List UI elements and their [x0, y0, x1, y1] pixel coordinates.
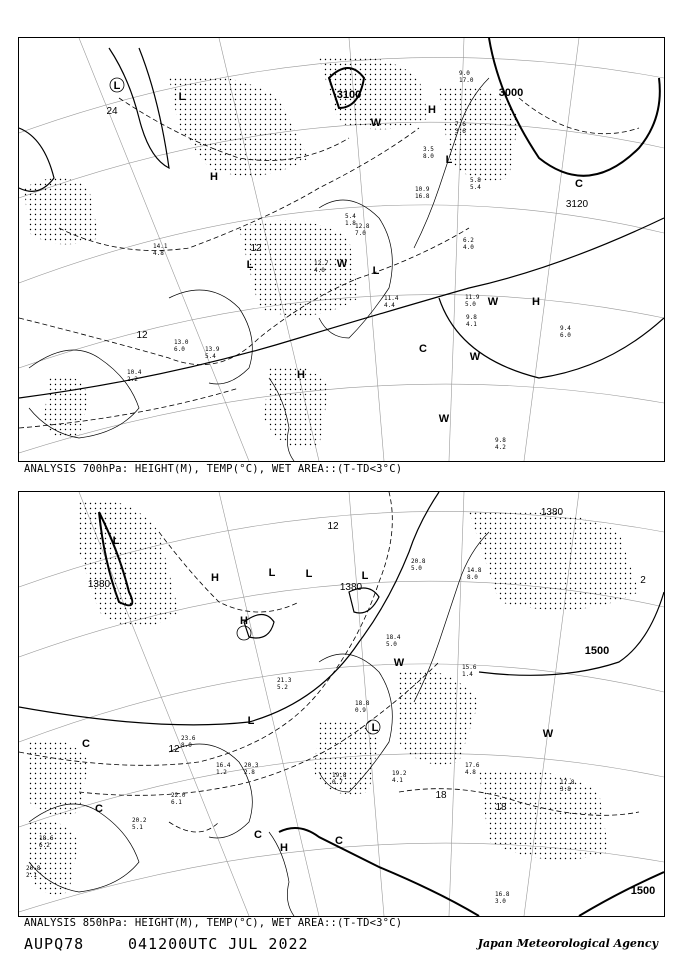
station-plot	[560, 325, 571, 339]
svg-text:5.1: 5.1	[132, 824, 143, 831]
svg-text:19.8: 19.8	[332, 772, 347, 779]
contour-label: 1380	[87, 579, 111, 590]
contour-label: 12	[250, 243, 262, 254]
station-plot	[462, 664, 477, 678]
svg-text:4.2: 4.2	[495, 444, 506, 451]
svg-text:0.7: 0.7	[332, 779, 343, 786]
svg-text:3.8: 3.8	[560, 786, 571, 793]
svg-text:19.2: 19.2	[392, 770, 407, 777]
contour-label: 24	[106, 106, 118, 117]
high-center-symbol: H	[211, 572, 219, 584]
contour-label: 1380	[339, 582, 363, 593]
station-plot	[127, 369, 142, 383]
station-plot	[465, 762, 480, 776]
svg-text:6.2: 6.2	[39, 842, 50, 849]
warm-center-symbol: C	[575, 178, 583, 190]
station-plot	[174, 339, 189, 353]
map-850hpa-svg	[19, 492, 664, 916]
svg-text:2.2: 2.2	[127, 376, 138, 383]
svg-text:12.7: 12.7	[314, 260, 329, 267]
high-center-symbol: H	[297, 369, 305, 381]
station-plot	[386, 634, 401, 648]
svg-text:16.8: 16.8	[495, 891, 510, 898]
map-700hpa-svg	[19, 38, 664, 461]
contour-label: 18	[495, 802, 507, 813]
station-plot	[355, 700, 370, 714]
svg-text:21.3: 21.3	[277, 677, 292, 684]
station-plot	[459, 70, 474, 84]
station-plot	[181, 735, 196, 749]
panel-caption-850hpa: ANALYSIS 850hPa: HEIGHT(M), TEMP(°C), WET AREA::(T-TD<3°C)	[24, 917, 403, 929]
svg-text:7.6: 7.6	[455, 121, 466, 128]
warm-center-symbol: W	[469, 351, 481, 363]
svg-text:18.8: 18.8	[355, 700, 370, 707]
contour-label: 1380	[540, 507, 564, 518]
svg-text:5.0: 5.0	[411, 565, 422, 572]
station-plot	[495, 437, 506, 451]
low-center-symbol: L	[361, 570, 369, 582]
wet-area	[29, 500, 639, 895]
station-plot	[465, 294, 480, 308]
map-panel-700hpa	[18, 37, 665, 462]
cold-center-symbol: C	[82, 738, 90, 750]
svg-text:5.0: 5.0	[386, 641, 397, 648]
station-plot	[153, 243, 168, 257]
high-center-symbol: H	[532, 296, 540, 308]
svg-text:5.0: 5.0	[465, 301, 476, 308]
station-plot	[467, 567, 482, 581]
svg-text:4.8: 4.8	[465, 769, 476, 776]
station-plot	[455, 121, 466, 135]
svg-text:9.8: 9.8	[495, 437, 506, 444]
svg-text:3.5: 3.5	[423, 146, 434, 153]
svg-text:4.1: 4.1	[392, 777, 403, 784]
svg-text:6.1: 6.1	[171, 799, 182, 806]
valid-time: 041200UTC JUL 2022	[128, 935, 309, 953]
svg-text:7.0: 7.0	[355, 230, 366, 237]
low-center-symbol: L	[112, 535, 120, 547]
panel-caption-700hpa: ANALYSIS 700hPa: HEIGHT(M), TEMP(°C), WET AREA::(T-TD<3°C)	[24, 463, 403, 475]
chart-id: AUPQ78	[24, 935, 85, 953]
contour-label: 12	[327, 521, 339, 532]
svg-text:3.0: 3.0	[495, 898, 506, 905]
low-center-symbol: L	[371, 722, 379, 734]
low-center-symbol: L	[445, 154, 453, 166]
svg-text:4.1: 4.1	[466, 321, 477, 328]
agency-credit: Japan Meteorological Agency	[477, 937, 658, 950]
svg-text:9.8: 9.8	[466, 314, 477, 321]
station-plot	[392, 770, 407, 784]
svg-text:22.0: 22.0	[171, 792, 186, 799]
svg-text:13.9: 13.9	[205, 346, 220, 353]
warm-center-symbol: W	[487, 296, 499, 308]
svg-text:5.8: 5.8	[470, 177, 481, 184]
low-center-symbol: L	[246, 259, 254, 271]
warm-center-symbol: W	[438, 413, 450, 425]
svg-text:1.4: 1.4	[462, 671, 473, 678]
svg-text:16.8: 16.8	[415, 193, 430, 200]
svg-text:17.0: 17.0	[459, 77, 474, 84]
svg-text:6.0: 6.0	[174, 346, 185, 353]
svg-text:18.4: 18.4	[386, 634, 401, 641]
svg-text:2.8: 2.8	[244, 769, 255, 776]
svg-text:18.6: 18.6	[39, 835, 54, 842]
contour-label: 2	[640, 575, 646, 586]
low-center-symbol: L	[372, 265, 380, 277]
contour-label: 1500	[584, 645, 610, 657]
cold-center-symbol: C	[95, 803, 103, 815]
svg-text:10.9: 10.9	[415, 186, 430, 193]
station-plot	[355, 223, 370, 237]
svg-text:8.0: 8.0	[181, 742, 192, 749]
contour-label: 3000	[498, 87, 524, 99]
svg-text:11.9: 11.9	[465, 294, 480, 301]
svg-text:13.0: 13.0	[174, 339, 189, 346]
low-center-symbol: L	[247, 715, 255, 727]
cold-center-symbol: C	[254, 829, 262, 841]
svg-text:0.9: 0.9	[355, 707, 366, 714]
low-center-symbol: L	[305, 568, 313, 580]
station-plot	[171, 792, 186, 806]
station-plot	[411, 558, 426, 572]
svg-text:1.8: 1.8	[345, 220, 356, 227]
svg-text:15.6: 15.6	[462, 664, 477, 671]
svg-text:20.8: 20.8	[26, 865, 41, 872]
svg-text:14.8: 14.8	[467, 567, 482, 574]
warm-center-symbol: W	[370, 117, 382, 129]
high-center-symbol: H	[240, 615, 248, 627]
svg-text:11.4: 11.4	[384, 295, 399, 302]
svg-text:4.0: 4.0	[463, 244, 474, 251]
high-center-symbol: H	[428, 104, 436, 116]
station-plot	[244, 762, 259, 776]
chart-footer	[24, 935, 664, 955]
contour-label: 1500	[630, 885, 656, 897]
svg-text:1.2: 1.2	[216, 769, 227, 776]
cold-center-symbol: C	[335, 835, 343, 847]
station-plot	[463, 237, 474, 251]
station-plot	[216, 762, 231, 776]
svg-text:12.8: 12.8	[355, 223, 370, 230]
svg-text:9.0: 9.0	[459, 70, 470, 77]
low-center-symbol: L	[113, 80, 121, 92]
high-center-symbol: H	[210, 171, 218, 183]
svg-text:8.0: 8.0	[423, 153, 434, 160]
station-plot	[415, 186, 430, 200]
svg-text:4.0: 4.0	[314, 267, 325, 274]
svg-text:4.4: 4.4	[384, 302, 395, 309]
station-plot	[277, 677, 292, 691]
station-plot	[466, 314, 477, 328]
svg-text:4.8: 4.8	[153, 250, 164, 257]
svg-text:5.4: 5.4	[205, 353, 216, 360]
svg-text:23.6: 23.6	[181, 735, 196, 742]
contour-label: 18	[435, 790, 447, 801]
cold-center-symbol: C	[419, 343, 427, 355]
contour-label: 12	[168, 744, 180, 755]
warm-center-symbol: W	[542, 728, 554, 740]
station-plot	[495, 891, 510, 905]
wet-area	[24, 56, 519, 449]
svg-text:6.2: 6.2	[463, 237, 474, 244]
contour-label: 12	[136, 330, 148, 341]
svg-text:20.8: 20.8	[411, 558, 426, 565]
station-plot	[384, 295, 399, 309]
station-plot	[423, 146, 434, 160]
svg-text:8.0: 8.0	[467, 574, 478, 581]
svg-text:20.2: 20.2	[132, 817, 147, 824]
svg-text:10.4: 10.4	[127, 369, 142, 376]
svg-text:17.6: 17.6	[465, 762, 480, 769]
low-center-symbol: L	[268, 567, 276, 579]
svg-text:3.6: 3.6	[455, 128, 466, 135]
svg-text:16.4: 16.4	[216, 762, 231, 769]
warm-center-symbol: W	[393, 657, 405, 669]
svg-text:2.1: 2.1	[26, 872, 37, 879]
contour-label: 3120	[565, 199, 589, 210]
svg-text:20.3: 20.3	[244, 762, 259, 769]
map-panel-850hpa	[18, 491, 665, 917]
svg-text:9.4: 9.4	[560, 325, 571, 332]
svg-text:5.2: 5.2	[277, 684, 288, 691]
station-plot	[132, 817, 147, 831]
high-center-symbol: H	[280, 842, 288, 854]
station-plot	[470, 177, 481, 191]
low-center-symbol: L	[178, 91, 186, 103]
svg-text:5.4: 5.4	[470, 184, 481, 191]
svg-text:17.8: 17.8	[560, 779, 575, 786]
warm-center-symbol: W	[336, 258, 348, 270]
svg-text:14.1: 14.1	[153, 243, 168, 250]
station-plot	[205, 346, 220, 360]
svg-text:6.0: 6.0	[560, 332, 571, 339]
contour-label: 3100	[336, 89, 362, 101]
svg-text:5.4: 5.4	[345, 213, 356, 220]
